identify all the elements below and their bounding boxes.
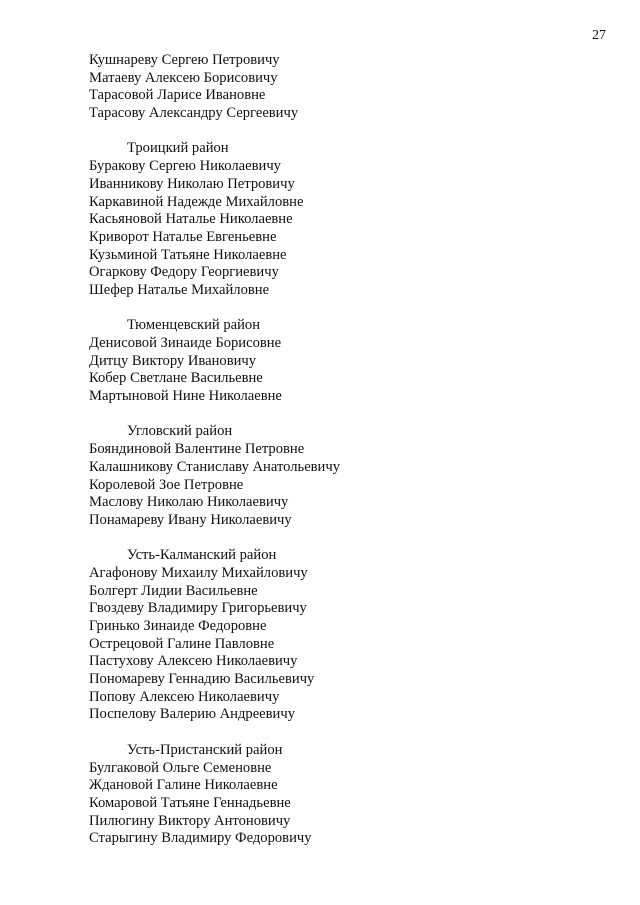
document-body — [89, 52, 609, 848]
list-item: Пилюгину Виктору Антоновичу — [89, 812, 291, 829]
list-item: Шефер Наталье Михайловне — [89, 281, 270, 298]
list-item: Кобер Светлане Васильевне — [89, 370, 263, 387]
list-item: Бояндиновой Валентине Петровне — [89, 441, 305, 458]
district-heading: Усть-Пристанский район — [127, 741, 283, 758]
list-item: Старыгину Владимиру Федоровичу — [89, 830, 312, 847]
section-gap — [89, 123, 609, 141]
list-item: Маслову Николаю Николаевичу — [89, 494, 289, 511]
list-item: Криворот Наталье Евгеньевне — [89, 228, 277, 245]
section-gap — [89, 530, 609, 548]
list-item: Касьяновой Наталье Николаевне — [89, 211, 293, 228]
list-item: Понамареву Ивану Николаевичу — [89, 511, 292, 528]
list-item: Гвоздеву Владимиру Григорьевичу — [89, 600, 307, 617]
list-item: Буракову Сергею Николаевичу — [89, 158, 281, 175]
list-item: Королевой Зое Петровне — [89, 476, 244, 493]
list-item: Иванникову Николаю Петровичу — [89, 175, 295, 192]
section-gap — [89, 406, 609, 424]
list-item: Пастухову Алексею Николаевичу — [89, 653, 298, 670]
district-heading: Угловский район — [127, 423, 233, 440]
list-item: Пономареву Геннадию Васильевичу — [89, 671, 315, 688]
page-number: 27 — [592, 28, 606, 43]
list-item: Калашникову Станиславу Анатольевичу — [89, 458, 341, 475]
list-item: Кушнареву Сергею Петровичу — [89, 52, 280, 68]
list-item: Гринько Зинаиде Федоровне — [89, 618, 267, 634]
list-item: Кузьминой Татьяне Николаевне — [89, 246, 287, 263]
list-item: Агафонову Михаилу Михайловичу — [89, 564, 308, 581]
district-section-ust-pristansky — [89, 742, 609, 848]
list-item: Мартыновой Нине Николаевне — [89, 388, 282, 405]
list-item: Попову Алексею Николаевичу — [89, 688, 280, 705]
list-item: Острецовой Галине Павловне — [89, 635, 275, 652]
district-heading: Усть-Калманский район — [127, 547, 277, 564]
list-item: Денисовой Зинаиде Борисовне — [89, 335, 282, 351]
district-section-ust-kalmansky — [89, 547, 609, 724]
list-item: Тарасовой Ларисе Ивановне — [89, 87, 266, 104]
list-item: Комаровой Татьяне Геннадьевне — [89, 794, 291, 811]
list-item: Тарасову Александру Сергеевичу — [89, 105, 299, 122]
district-section-tyumentsevsky — [89, 317, 609, 405]
section-gap — [89, 724, 609, 742]
district-heading: Троицкий район — [127, 140, 229, 157]
intro-list — [89, 52, 609, 123]
district-section-uglovsky — [89, 423, 609, 529]
list-item: Поспелову Валерию Андреевичу — [89, 706, 296, 723]
section-gap — [89, 300, 609, 318]
list-item: Дитцу Виктору Ивановичу — [89, 352, 257, 369]
list-item: Каркавиной Надежде Михайловне — [89, 193, 304, 210]
district-section-troitsky — [89, 140, 609, 299]
list-item: Болгерт Лидии Васильевне — [89, 582, 258, 599]
list-item: Булгаковой Ольге Семеновне — [89, 759, 272, 776]
list-item: Матаеву Алексею Борисовичу — [89, 69, 278, 86]
list-item: Ждановой Галине Николаевне — [89, 777, 278, 794]
district-heading: Тюменцевский район — [127, 317, 261, 334]
list-item: Огаркову Федору Георгиевичу — [89, 264, 279, 281]
